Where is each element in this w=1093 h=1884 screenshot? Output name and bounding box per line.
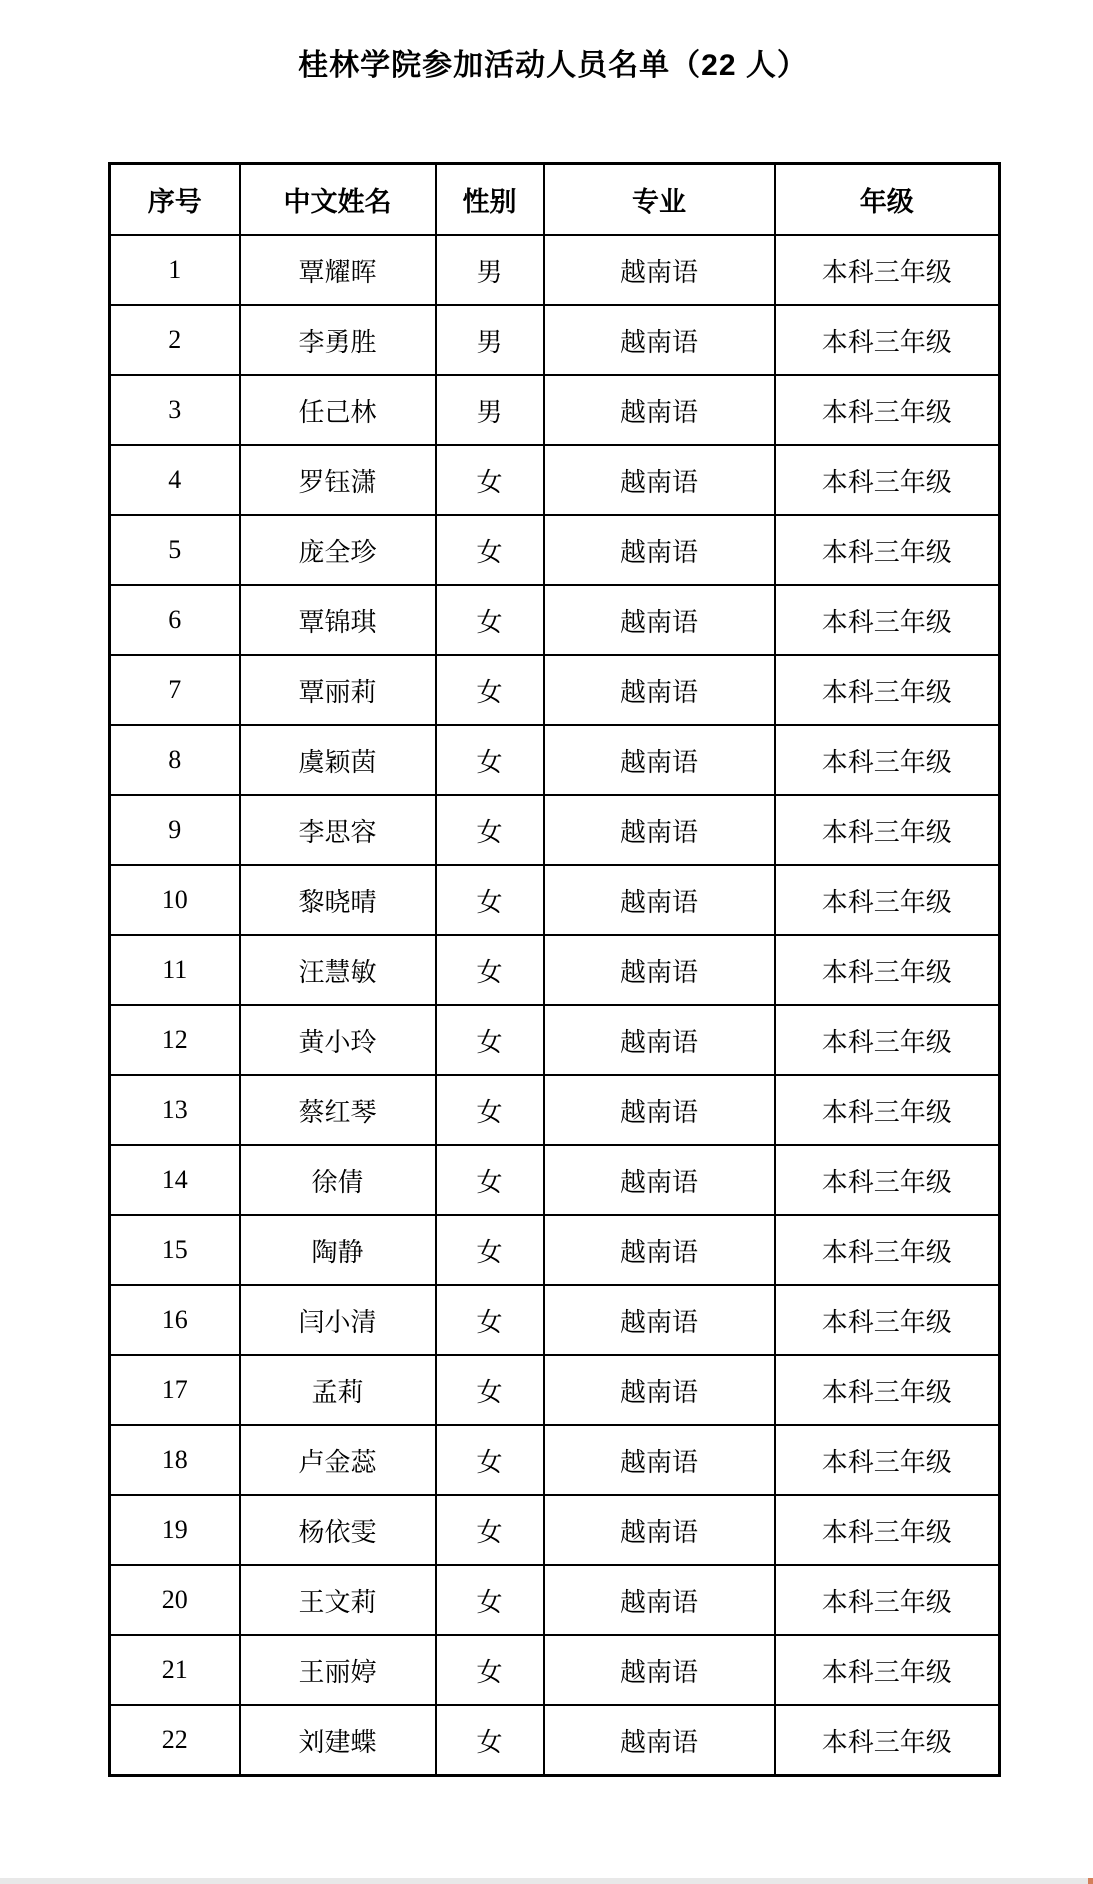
cell-seq: 7 bbox=[110, 655, 240, 725]
cell-gender: 女 bbox=[436, 1145, 544, 1215]
column-header-name: 中文姓名 bbox=[240, 164, 436, 236]
cell-name: 陶静 bbox=[240, 1215, 436, 1285]
cell-gender: 女 bbox=[436, 1075, 544, 1145]
table-row bbox=[110, 235, 1000, 305]
table-row bbox=[110, 935, 1000, 1005]
cell-grade: 本科三年级 bbox=[775, 1635, 1000, 1705]
cell-name: 王丽婷 bbox=[240, 1635, 436, 1705]
column-header-grade: 年级 bbox=[775, 164, 1000, 236]
cell-seq: 9 bbox=[110, 795, 240, 865]
table-row bbox=[110, 655, 1000, 725]
cell-seq: 11 bbox=[110, 935, 240, 1005]
cell-name: 闫小清 bbox=[240, 1285, 436, 1355]
cell-major: 越南语 bbox=[544, 1215, 775, 1285]
table-row bbox=[110, 585, 1000, 655]
cell-grade: 本科三年级 bbox=[775, 795, 1000, 865]
cell-seq: 21 bbox=[110, 1635, 240, 1705]
cell-major: 越南语 bbox=[544, 1355, 775, 1425]
table-body bbox=[110, 235, 1000, 1776]
cell-grade: 本科三年级 bbox=[775, 1145, 1000, 1215]
cell-name: 杨依雯 bbox=[240, 1495, 436, 1565]
page-title: 桂林学院参加活动人员名单（22 人） bbox=[298, 49, 808, 82]
cell-gender: 男 bbox=[436, 375, 544, 445]
table-row bbox=[110, 1705, 1000, 1776]
cell-seq: 17 bbox=[110, 1355, 240, 1425]
cell-major: 越南语 bbox=[544, 585, 775, 655]
cell-name: 刘建蝶 bbox=[240, 1705, 436, 1776]
cell-grade: 本科三年级 bbox=[775, 1285, 1000, 1355]
cell-name: 李勇胜 bbox=[240, 305, 436, 375]
cell-gender: 女 bbox=[436, 935, 544, 1005]
cell-major: 越南语 bbox=[544, 1075, 775, 1145]
cell-seq: 15 bbox=[110, 1215, 240, 1285]
cell-major: 越南语 bbox=[544, 235, 775, 305]
cell-gender: 女 bbox=[436, 655, 544, 725]
cell-gender: 女 bbox=[436, 585, 544, 655]
column-header-major: 专业 bbox=[544, 164, 775, 236]
cell-major: 越南语 bbox=[544, 375, 775, 445]
cell-grade: 本科三年级 bbox=[775, 1495, 1000, 1565]
cell-name: 虞颖茵 bbox=[240, 725, 436, 795]
cell-gender: 男 bbox=[436, 305, 544, 375]
cell-name: 李思容 bbox=[240, 795, 436, 865]
page-bottom-strip-accent bbox=[1088, 1878, 1093, 1884]
cell-major: 越南语 bbox=[544, 305, 775, 375]
cell-gender: 女 bbox=[436, 865, 544, 935]
cell-grade: 本科三年级 bbox=[775, 1005, 1000, 1075]
cell-gender: 男 bbox=[436, 235, 544, 305]
table-row bbox=[110, 1005, 1000, 1075]
cell-name: 庞全珍 bbox=[240, 515, 436, 585]
cell-gender: 女 bbox=[436, 1705, 544, 1776]
cell-name: 黄小玲 bbox=[240, 1005, 436, 1075]
cell-grade: 本科三年级 bbox=[775, 1075, 1000, 1145]
cell-grade: 本科三年级 bbox=[775, 515, 1000, 585]
cell-grade: 本科三年级 bbox=[775, 1565, 1000, 1635]
cell-seq: 8 bbox=[110, 725, 240, 795]
table-row bbox=[110, 375, 1000, 445]
cell-grade: 本科三年级 bbox=[775, 725, 1000, 795]
cell-major: 越南语 bbox=[544, 515, 775, 585]
cell-name: 罗钰潇 bbox=[240, 445, 436, 515]
cell-major: 越南语 bbox=[544, 1635, 775, 1705]
cell-grade: 本科三年级 bbox=[775, 655, 1000, 725]
cell-grade: 本科三年级 bbox=[775, 935, 1000, 1005]
table-row bbox=[110, 445, 1000, 515]
cell-gender: 女 bbox=[436, 445, 544, 515]
column-header-seq: 序号 bbox=[110, 164, 240, 236]
cell-seq: 2 bbox=[110, 305, 240, 375]
cell-major: 越南语 bbox=[544, 1005, 775, 1075]
cell-seq: 3 bbox=[110, 375, 240, 445]
cell-major: 越南语 bbox=[544, 1565, 775, 1635]
cell-name: 徐倩 bbox=[240, 1145, 436, 1215]
cell-grade: 本科三年级 bbox=[775, 445, 1000, 515]
cell-gender: 女 bbox=[436, 1565, 544, 1635]
cell-seq: 19 bbox=[110, 1495, 240, 1565]
table-row bbox=[110, 795, 1000, 865]
cell-grade: 本科三年级 bbox=[775, 375, 1000, 445]
cell-name: 王文莉 bbox=[240, 1565, 436, 1635]
cell-seq: 14 bbox=[110, 1145, 240, 1215]
cell-grade: 本科三年级 bbox=[775, 1425, 1000, 1495]
cell-seq: 5 bbox=[110, 515, 240, 585]
cell-seq: 12 bbox=[110, 1005, 240, 1075]
cell-name: 任己林 bbox=[240, 375, 436, 445]
table-row bbox=[110, 1075, 1000, 1145]
cell-major: 越南语 bbox=[544, 445, 775, 515]
cell-gender: 女 bbox=[436, 1005, 544, 1075]
cell-major: 越南语 bbox=[544, 865, 775, 935]
cell-major: 越南语 bbox=[544, 1425, 775, 1495]
cell-grade: 本科三年级 bbox=[775, 585, 1000, 655]
table-header-row bbox=[110, 164, 1000, 236]
table-row bbox=[110, 1355, 1000, 1425]
table-row bbox=[110, 1285, 1000, 1355]
table-row bbox=[110, 1145, 1000, 1215]
cell-seq: 4 bbox=[110, 445, 240, 515]
cell-gender: 女 bbox=[436, 1425, 544, 1495]
cell-seq: 13 bbox=[110, 1075, 240, 1145]
table-row bbox=[110, 515, 1000, 585]
cell-name: 孟莉 bbox=[240, 1355, 436, 1425]
cell-gender: 女 bbox=[436, 1215, 544, 1285]
cell-major: 越南语 bbox=[544, 725, 775, 795]
cell-gender: 女 bbox=[436, 1285, 544, 1355]
table-row bbox=[110, 725, 1000, 795]
cell-name: 汪慧敏 bbox=[240, 935, 436, 1005]
table-row bbox=[110, 1215, 1000, 1285]
table-row bbox=[110, 1495, 1000, 1565]
cell-gender: 女 bbox=[436, 515, 544, 585]
cell-name: 蔡红琴 bbox=[240, 1075, 436, 1145]
cell-grade: 本科三年级 bbox=[775, 1355, 1000, 1425]
cell-gender: 女 bbox=[436, 795, 544, 865]
table-row bbox=[110, 1425, 1000, 1495]
table-header bbox=[110, 164, 1000, 236]
cell-name: 覃耀晖 bbox=[240, 235, 436, 305]
cell-grade: 本科三年级 bbox=[775, 235, 1000, 305]
cell-seq: 18 bbox=[110, 1425, 240, 1495]
table-row bbox=[110, 865, 1000, 935]
cell-seq: 22 bbox=[110, 1705, 240, 1776]
cell-seq: 16 bbox=[110, 1285, 240, 1355]
cell-grade: 本科三年级 bbox=[775, 865, 1000, 935]
cell-gender: 女 bbox=[436, 1635, 544, 1705]
cell-grade: 本科三年级 bbox=[775, 1215, 1000, 1285]
cell-seq: 10 bbox=[110, 865, 240, 935]
table-row bbox=[110, 305, 1000, 375]
cell-seq: 20 bbox=[110, 1565, 240, 1635]
cell-major: 越南语 bbox=[544, 1495, 775, 1565]
cell-name: 卢金蕊 bbox=[240, 1425, 436, 1495]
page-bottom-strip bbox=[0, 1878, 1093, 1884]
cell-name: 黎晓晴 bbox=[240, 865, 436, 935]
cell-major: 越南语 bbox=[544, 935, 775, 1005]
cell-gender: 女 bbox=[436, 725, 544, 795]
cell-gender: 女 bbox=[436, 1495, 544, 1565]
cell-major: 越南语 bbox=[544, 1145, 775, 1215]
cell-grade: 本科三年级 bbox=[775, 1705, 1000, 1776]
cell-major: 越南语 bbox=[544, 795, 775, 865]
table-row bbox=[110, 1565, 1000, 1635]
cell-grade: 本科三年级 bbox=[775, 305, 1000, 375]
cell-major: 越南语 bbox=[544, 655, 775, 725]
cell-major: 越南语 bbox=[544, 1285, 775, 1355]
cell-seq: 6 bbox=[110, 585, 240, 655]
column-header-gender: 性别 bbox=[436, 164, 544, 236]
cell-name: 覃锦琪 bbox=[240, 585, 436, 655]
cell-name: 覃丽莉 bbox=[240, 655, 436, 725]
cell-major: 越南语 bbox=[544, 1705, 775, 1776]
participants-table bbox=[108, 162, 1001, 1777]
table-row bbox=[110, 1635, 1000, 1705]
cell-seq: 1 bbox=[110, 235, 240, 305]
cell-gender: 女 bbox=[436, 1355, 544, 1425]
